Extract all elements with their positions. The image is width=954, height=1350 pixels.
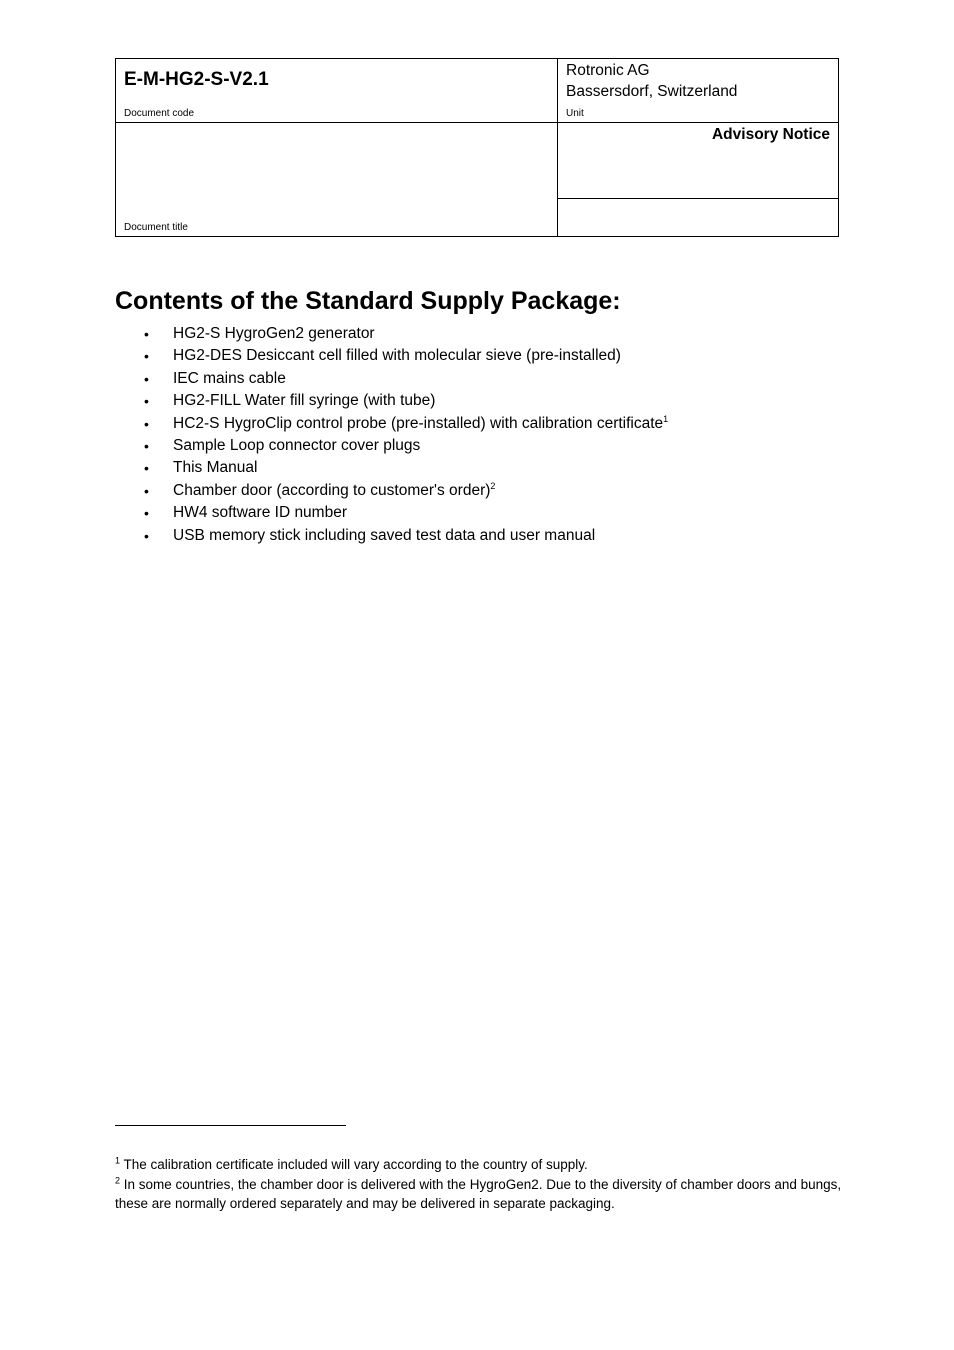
list-item [115,345,668,367]
list-item [115,525,668,547]
list-item-text: Chamber door (according to customer's order) [173,481,491,499]
bullet-icon: • [144,393,149,410]
footnotes [115,1155,843,1214]
footnote-mark: 2 [115,1175,121,1185]
document-code-label: Document code [124,108,195,119]
bullet-icon: • [144,505,149,522]
list-item [115,457,668,479]
bullet-icon: • [144,460,149,477]
footnote-reference: 2 [490,480,496,491]
list-item-text: HG2-DES Desiccant cell filled with molecular sieve (pre-installed) [173,347,621,365]
bullet-icon: • [144,348,149,365]
list-item [115,390,668,412]
unit-cell [558,59,838,123]
list-item-text: IEC mains cable [173,369,286,387]
footnote [115,1175,843,1214]
list-item-text: HC2-S HygroClip control probe (pre-installed) with calibration certificate [173,414,664,432]
bullet-icon: • [144,527,149,544]
document-code-cell [116,59,558,123]
document-code: E-M-HG2-S-V2.1 [124,69,269,90]
footnote-reference: 1 [663,413,669,424]
footnote [115,1155,843,1175]
empty-cell [558,199,838,236]
bullet-icon: • [144,370,149,387]
footnote-text: In some countries, the chamber door is delivered with the HygroGen2. Due to the diversity of chamber doors and bungs, these are normally ordered separately and may be delivered in separate packaging. [115,1176,842,1211]
list-item-text: HG2-FILL Water fill syringe (with tube) [173,392,436,410]
list-item [115,368,668,390]
unit-location: Bassersdorf, Switzerland [566,83,738,100]
bullet-icon: • [144,415,149,432]
list-item [115,502,668,524]
contents-heading: Contents of the Standard Supply Package: [115,287,621,315]
bullet-icon: • [144,482,149,499]
document-title-label: Document title [124,222,188,233]
list-item [115,413,668,435]
advisory-notice: Advisory Notice [711,126,830,143]
unit-label: Unit [566,108,584,119]
unit-company: Rotronic AG [566,62,650,79]
document-title-cell [116,123,558,236]
notice-cell [558,123,838,199]
list-item [115,435,668,457]
list-item-text: Sample Loop connector cover plugs [173,436,421,454]
list-item-text: HG2-S HygroGen2 generator [173,325,375,342]
document-header-table [115,58,839,237]
list-item-text: HW4 software ID number [173,504,347,522]
list-item [115,323,668,345]
list-item [115,480,668,502]
footnote-text: The calibration certificate included will vary according to the country of supply. [120,1157,588,1172]
bullet-icon: • [144,326,149,342]
footnote-separator [115,1125,346,1126]
supply-package-list [115,323,668,547]
footnote-mark: 1 [115,1155,121,1166]
list-item-text: USB memory stick including saved test data and user manual [173,526,596,544]
bullet-icon: • [144,437,149,454]
list-item-text: This Manual [173,459,258,477]
